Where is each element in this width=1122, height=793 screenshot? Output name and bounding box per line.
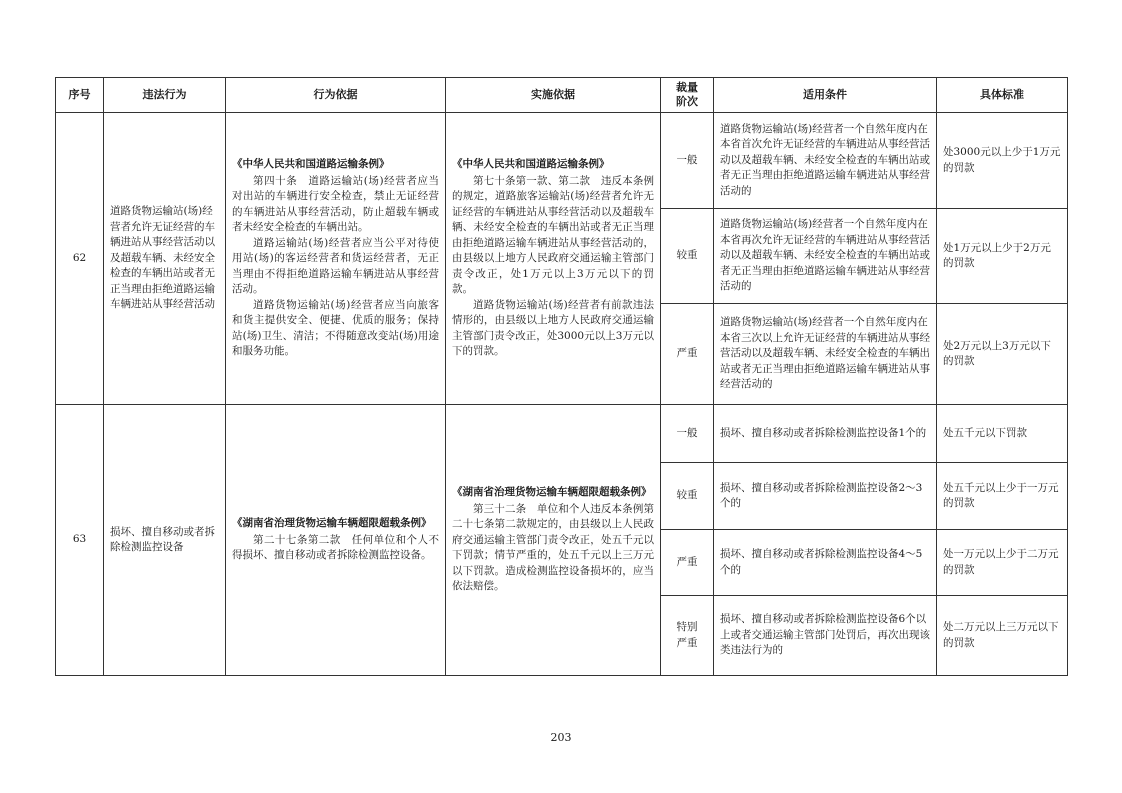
row-impl xyxy=(446,113,661,405)
header-level xyxy=(661,78,714,113)
row-level: 严重 xyxy=(661,304,714,405)
row-no: 62 xyxy=(56,113,104,405)
row-standard: 处1万元以上少于2万元的罚款 xyxy=(937,209,1068,304)
row-level: 一般 xyxy=(661,113,714,209)
row-standard: 处一万元以上少于二万元的罚款 xyxy=(937,530,1068,596)
header-basis: 行为依据 xyxy=(226,78,446,113)
header-level-text: 裁量阶次 xyxy=(676,81,698,108)
row-basis xyxy=(226,113,446,405)
table-row xyxy=(56,405,1068,463)
basis-law-title: 《中华人民共和国道路运输条例》 xyxy=(232,158,390,171)
impl-law-title: 《湖南省治理货物运输车辆超限超载条例》 xyxy=(452,486,652,499)
table-header-row xyxy=(56,78,1068,113)
row-standard: 处五千元以上少于一万元的罚款 xyxy=(937,463,1068,530)
basis-paragraph: 道路运输站(场)经营者应当公平对待使用站(场)的客运经营者和货运经营者，无正当理由不得拒绝道路运输车辆进站从事经营活动。 xyxy=(232,236,439,296)
row-impl xyxy=(446,405,661,676)
row-level: 较重 xyxy=(661,463,714,530)
row-level: 较重 xyxy=(661,209,714,304)
impl-paragraph: 第三十二条 单位和个人违反本条例第二十七条第二款规定的，由县级以上人民政府交通运输主管部门责令改正，处五千元以下罚款；情节严重的，处五千元以上三万元以下罚款。造成检测监控设备损坏的，应当依法赔偿。 xyxy=(452,502,654,593)
row-standard: 处3000元以上少于1万元的罚款 xyxy=(937,113,1068,209)
row-level-text: 特别严重 xyxy=(676,621,698,649)
row-level xyxy=(661,596,714,676)
impl-paragraph: 道路货物运输站(场)经营者有前款违法情形的，由县级以上地方人民政府交通运输主管部门责令改正，处3000元以上3万元以下的罚款。 xyxy=(452,298,654,358)
header-impl: 实施依据 xyxy=(446,78,661,113)
row-behavior: 道路货物运输站(场)经营者允许无证经营的车辆进站从事经营活动以及超载车辆、未经安全检查的车辆出站或者无正当理由拒绝道路运输车辆进站从事经营活动 xyxy=(104,113,226,405)
row-condition: 损坏、擅自移动或者拆除检测监控设备2～3个的 xyxy=(714,463,937,530)
header-cond: 适用条件 xyxy=(714,78,937,113)
row-basis xyxy=(226,405,446,676)
row-condition: 损坏、擅自移动或者拆除检测监控设备1个的 xyxy=(714,405,937,463)
header-behavior: 违法行为 xyxy=(104,78,226,113)
row-behavior: 损坏、擅自移动或者拆除检测监控设备 xyxy=(104,405,226,676)
impl-law-title: 《中华人民共和国道路运输条例》 xyxy=(452,158,610,171)
row-condition: 道路货物运输站(场)经营者一个自然年度内在本省首次允许无证经营的车辆进站从事经营活动以及超载车辆、未经安全检查的车辆出站或者无正当理由拒绝道路运输车辆进站从事经营活动的 xyxy=(714,113,937,209)
impl-paragraph: 第七十条第一款、第二款 违反本条例的规定，道路旅客运输站(场)经营者允许无证经营的车辆进站从事经营活动以及超载车辆、未经安全检查的车辆出站或者无正当理由拒绝道路运输车辆进站从事经营活动的，由县级以上地方人民政府交通运输主管部门责令改正，处1万元以上3万元以下的罚款。 xyxy=(452,174,654,296)
basis-law-title: 《湖南省治理货物运输车辆超限超载条例》 xyxy=(232,517,432,530)
basis-paragraph: 第二十七条第二款 任何单位和个人不得损坏、擅自移动或者拆除检测监控设备。 xyxy=(232,533,439,562)
penalty-discretion-table xyxy=(55,77,1068,676)
row-standard: 处二万元以上三万元以下的罚款 xyxy=(937,596,1068,676)
basis-paragraph: 第四十条 道路运输站(场)经营者应当对出站的车辆进行安全检查，禁止无证经营的车辆进站从事经营活动，防止超载车辆或者未经安全检查的车辆出站。 xyxy=(232,174,439,234)
table-row xyxy=(56,113,1068,209)
row-level: 一般 xyxy=(661,405,714,463)
page-number: 203 xyxy=(550,731,572,744)
row-standard: 处2万元以上3万元以下的罚款 xyxy=(937,304,1068,405)
row-condition: 损坏、擅自移动或者拆除检测监控设备6个以上或者交通运输主管部门处罚后，再次出现该类违法行为的 xyxy=(714,596,937,676)
row-condition: 道路货物运输站(场)经营者一个自然年度内在本省三次以上允许无证经营的车辆进站从事经营活动以及超载车辆、未经安全检查的车辆出站或者无正当理由拒绝道路运输车辆进站从事经营活动的 xyxy=(714,304,937,405)
header-no: 序号 xyxy=(56,78,104,113)
basis-paragraph: 道路货物运输站(场)经营者应当向旅客和货主提供安全、便捷、优质的服务；保持站(场)卫生、清洁；不得随意改变站(场)用途和服务功能。 xyxy=(232,298,439,358)
row-level: 严重 xyxy=(661,530,714,596)
row-standard: 处五千元以下罚款 xyxy=(937,405,1068,463)
header-std: 具体标准 xyxy=(937,78,1068,113)
row-condition: 道路货物运输站(场)经营者一个自然年度内在本省再次允许无证经营的车辆进站从事经营活动以及超载车辆、未经安全检查的车辆出站或者无正当理由拒绝道路运输车辆进站从事经营活动的 xyxy=(714,209,937,304)
row-condition: 损坏、擅自移动或者拆除检测监控设备4～5个的 xyxy=(714,530,937,596)
row-no: 63 xyxy=(56,405,104,676)
